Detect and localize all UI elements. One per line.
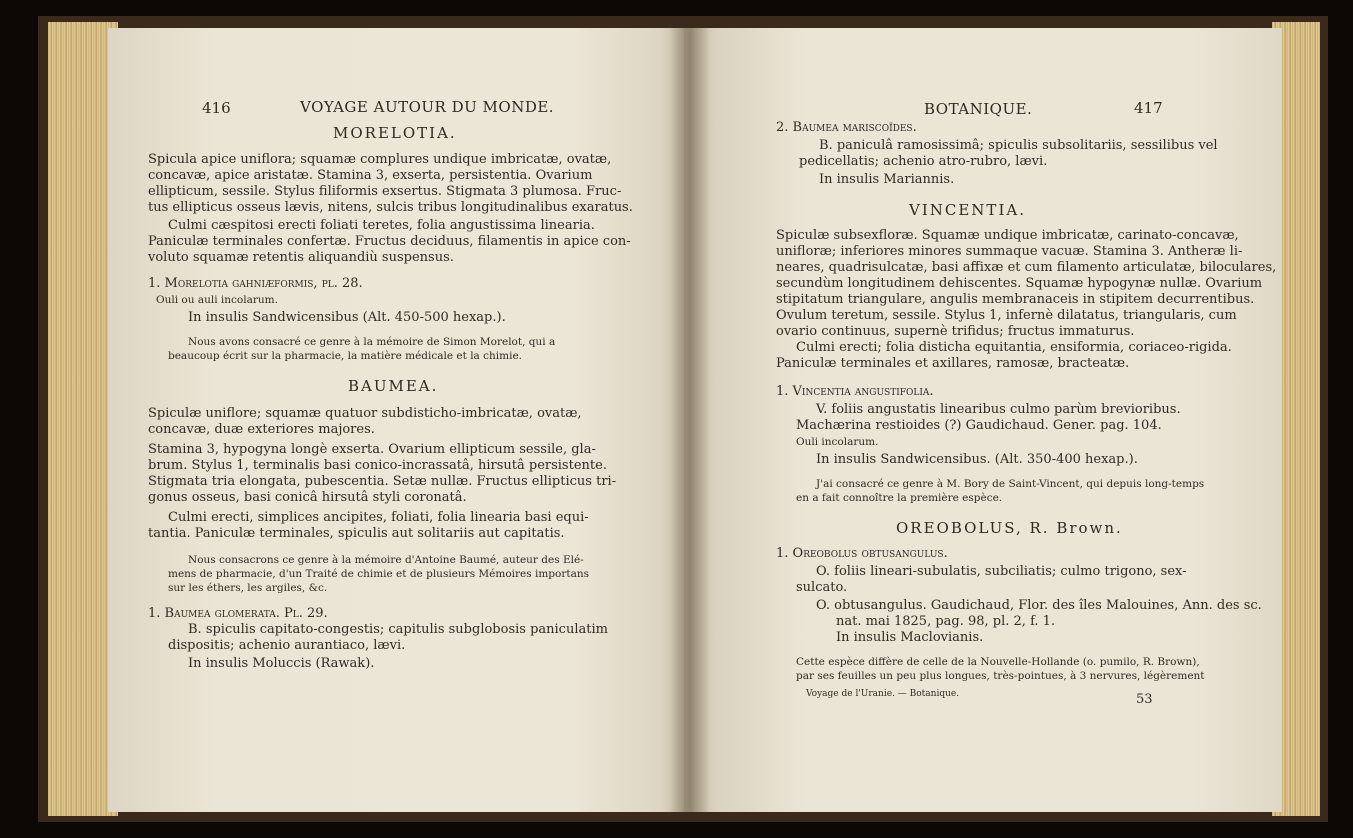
species-diagnosis: B. paniculâ ramosissimâ; spiculis subsolitariis, sessilibus vel [819,138,1218,153]
signature-label: Voyage de l'Uranie. — Botanique. [806,689,960,699]
species-name: 2. Baumea mariscoïdes. [776,120,917,135]
vernacular-name: Ouli ou auli incolarum. [156,294,278,306]
vernacular-name: Ouli incolarum. [796,436,879,448]
genus-title: BAUMEA. [348,377,439,395]
species-diagnosis: V. foliis angustatis linearibus culmo parùm brevioribus. [816,402,1181,417]
genus-title: OREOBOLUS, R. Brown. [896,519,1123,537]
locality: In insulis Maclovianis. [836,630,984,645]
page-number: 416 [202,99,231,117]
description-line: brum. Stylus 1, terminalis basi conico-incrassatâ, hirsutâ persistente. [148,458,607,473]
synonym: O. obtusangulus. Gaudichaud, Flor. des îles Malouines, Ann. des sc. [816,598,1262,613]
signature-number: 53 [1136,692,1153,707]
species-diagnosis: pedicellatis; achenio atro-rubro, lævi. [799,154,1048,169]
locality: In insulis Sandwicensibus. (Alt. 350-400 hexap.). [816,452,1138,467]
species-name: 1. Morelotia gahniæformis, pl. 28. [148,276,363,291]
note-line: Nous consacrons ce genre à la mémoire d'Antoine Baumé, auteur des Elé- [188,554,584,566]
note-line: par ses feuilles un peu plus longues, très-pointues, à 3 nervures, légèrement [796,670,1205,682]
species-name: 1. Baumea glomerata. Pl. 29. [148,606,328,621]
left-page [108,28,690,812]
genus-title: MORELOTIA. [333,124,457,142]
note-line: sur les éthers, les argiles, &c. [168,582,328,594]
species-diagnosis: sulcato. [796,580,848,595]
species-diagnosis: dispositis; achenio aurantiaco, lævi. [168,638,406,653]
synonym: nat. mai 1825, pag. 98, pl. 2, f. 1. [836,614,1056,629]
right-page [684,28,1282,812]
note-line: Nous avons consacré ce genre à la mémoire de Simon Morelot, qui a [188,336,556,348]
running-head: VOYAGE AUTOUR DU MONDE. [300,98,555,116]
description-line: Stamina 3, hypogyna longè exserta. Ovarium ellipticum sessile, gla- [148,442,596,457]
description-line: stipitatum triangulare, angulis membranaceis in stipitem decurrentibus. [776,292,1255,307]
species-name: 1. Vincentia angustifolia. [776,384,934,399]
description-line: neares, quadrisulcatæ, basi affixæ et cum filamento articulatæ, biloculares, [776,260,1277,275]
description-line: Culmi erecti; folia disticha equitantia, ensiformia, coriaceo-rigida. [796,340,1232,355]
description-line: concavæ, duæ exteriores majores. [148,422,375,437]
description-line: Ovulum teretum, sessile. Stylus 1, infernè dilatatus, triangularis, cum [776,308,1237,323]
description-line: tus ellipticus osseus lævis, nitens, sulcis tribus longitudinalibus exaratus. [148,200,633,215]
description-line: Stigmata tria elongata, pubescentia. Setæ nullæ. Fructus ellipticus tri- [148,474,617,489]
description-line: gonus osseus, basi conicâ hirsutâ styli coronatâ. [148,490,467,505]
note-line: beaucoup écrit sur la pharmacie, la matière médicale et la chimie. [168,350,523,362]
page-number: 417 [1134,99,1163,117]
description-line: ovario continuus, supernè trifidus; fructus immaturus. [776,324,1135,339]
synonym: Machærina restioides (?) Gaudichaud. Gener. pag. 104. [796,418,1162,433]
running-head: BOTANIQUE. [924,100,1033,118]
locality: In insulis Sandwicensibus (Alt. 450-500 hexap.). [188,310,506,325]
genus-title: VINCENTIA. [909,201,1026,219]
book-gutter [670,28,710,812]
description-line: voluto squamæ retentis aliquandiù suspensus. [148,250,454,265]
description-line: tantia. Paniculæ terminales, spiculis aut solitariis aut capitatis. [148,526,565,541]
note-line: J'ai consacré ce genre à M. Bory de Saint-Vincent, qui depuis long-temps [816,478,1205,490]
description-line: Paniculæ terminales et axillares, ramosæ, bracteatæ. [776,356,1130,371]
description-line: secundùm longitudinem dehiscentes. Squamæ hypogynæ nullæ. Ovarium [776,276,1263,291]
description-line: unifloræ; inferiores minores summaque vacuæ. Stamina 3. Antheræ li- [776,244,1243,259]
species-name: 1. Oreobolus obtusangulus. [776,546,948,561]
description-line: Spiculæ uniflore; squamæ quatuor subdisticho-imbricatæ, ovatæ, [148,406,582,421]
species-diagnosis: O. foliis lineari-subulatis, subciliatis; culmo trigono, sex- [816,564,1187,579]
note-line: Cette espèce diffère de celle de la Nouvelle-Hollande (o. pumilo, R. Brown), [796,656,1200,668]
description-line: concavæ, apice aristatæ. Stamina 3, exserta, persistentia. Ovarium [148,168,593,183]
description-line: Culmi erecti, simplices ancipites, foliati, folia linearia basi equi- [168,510,589,525]
description-line: Culmi cæspitosi erecti foliati teretes, folia angustissima linearia. [168,218,595,233]
note-line: mens de pharmacie, d'un Traité de chimie et de plusieurs Mémoires importans [168,568,589,580]
description-line: Spiculæ subsexfloræ. Squamæ undique imbricatæ, carinato-concavæ, [776,228,1239,243]
description-line: ellipticum, sessile. Stylus filiformis exsertus. Stigmata 3 plumosa. Fruc- [148,184,622,199]
note-line: en a fait connoître la première espèce. [796,492,1003,504]
species-diagnosis: B. spiculis capitato-congestis; capitulis subglobosis paniculatim [188,622,608,637]
description-line: Spicula apice uniflora; squamæ complures undique imbricatæ, ovatæ, [148,152,612,167]
locality: In insulis Moluccis (Rawak). [188,656,375,671]
description-line: Paniculæ terminales confertæ. Fructus deciduus, filamentis in apice con- [148,234,631,249]
locality: In insulis Mariannis. [819,172,955,187]
